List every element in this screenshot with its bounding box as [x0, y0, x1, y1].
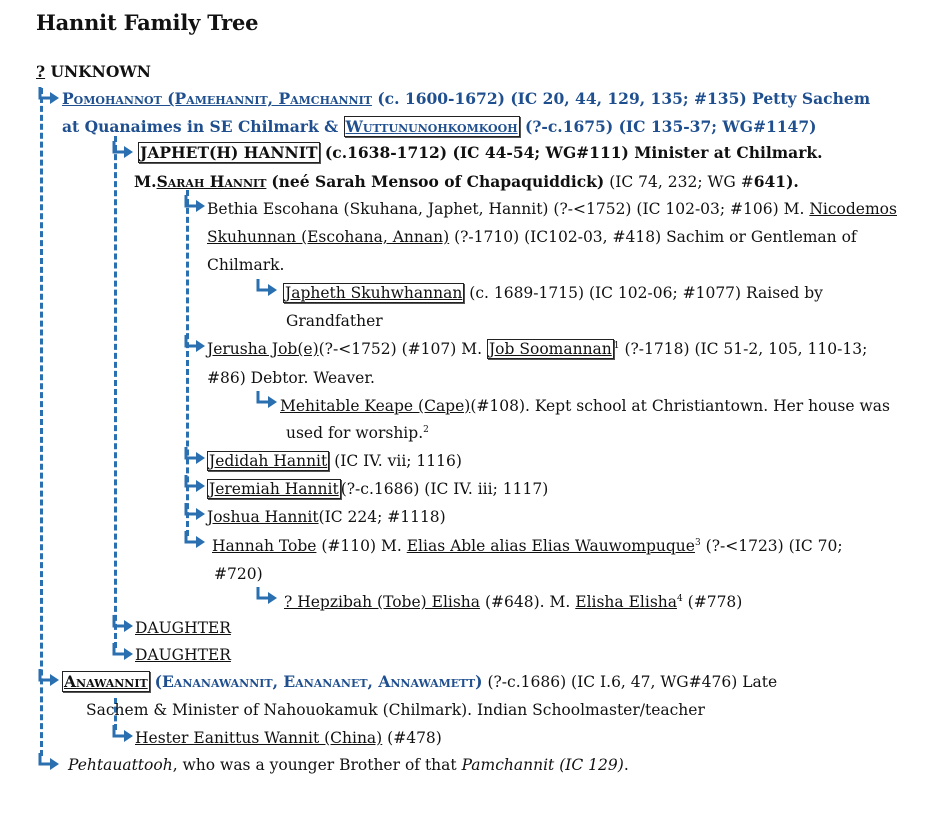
japheth-skuhwhannan-line2: Grandfather — [286, 312, 383, 330]
sarah-hannit-link[interactable]: Sarah Hannit — [156, 172, 267, 191]
footnote-4[interactable]: 4 — [677, 593, 683, 604]
footnote-3[interactable]: 3 — [694, 537, 701, 548]
joshua-link[interactable]: Joshua Hannit — [207, 508, 319, 526]
arrow-icon — [112, 724, 134, 742]
page-title: Hannit Family Tree — [36, 10, 259, 35]
hepzibah-link[interactable]: ? Hepzibah (Tobe) Elisha — [284, 593, 481, 611]
bethia-entry: Bethia Escohana (Skuhana, Japhet, Hannit) (?-<1752) (IC 102-03; #106) M. Nicodemos — [207, 200, 897, 218]
hannah-tobe-link[interactable]: Hannah Tobe — [212, 537, 317, 555]
anawannit-entry: Anawannit (Eananawannit, Eanananet, Annawamett) (?-c.1686) (IC I.6, 47, WG#476) Late — [64, 672, 778, 691]
arrow-icon — [256, 278, 278, 296]
arrow-icon — [38, 668, 60, 686]
japhet-entry: JAPHET(H) HANNIT (c.1638-1712) (IC 44-54; WG#111) Minister at Chilmark. — [140, 143, 823, 162]
connector-level2 — [114, 136, 117, 648]
footnote-2[interactable]: 2 — [423, 424, 429, 435]
root-entry — [36, 62, 151, 82]
arrow-icon — [184, 446, 206, 464]
root-marker-link[interactable]: ? — [36, 62, 46, 81]
pamchannit-ref: Pamchannit (IC 129) — [461, 756, 624, 774]
jerusha-line2: #86) Debtor. Weaver. — [207, 369, 375, 387]
elias-able-link[interactable]: Elias Able alias Elias Wauwompuque — [406, 537, 695, 555]
bethia-line2: Skuhunnan (Escohana, Annan) (?-1710) (IC102-03, #418) Sachim or Gentleman of — [207, 228, 857, 246]
hannah-entry: Hannah Tobe (#110) M. Elias Able alias Elias Wauwompuque$^3$ (?-<1723) (IC 70; — [212, 537, 843, 555]
hannah-line2: #720) — [214, 565, 263, 583]
daughter-entry-2 — [135, 645, 231, 665]
connector-level1 — [40, 88, 43, 756]
anawannit-link[interactable]: Anawannit — [64, 672, 148, 691]
arrow-icon — [256, 390, 278, 408]
daughter-entry-1 — [135, 618, 231, 638]
daughter-link[interactable]: DAUGHTER — [135, 619, 231, 637]
arrow-icon — [184, 334, 206, 352]
mehitable-link[interactable]: Mehitable Keape (Cape) — [280, 397, 471, 415]
jedidah-link[interactable]: Jedidah Hannit — [209, 452, 328, 470]
arrow-icon — [184, 530, 206, 548]
japheth-skuhwhannan-entry: Japheth Skuhwhannan (c. 1689-1715) (IC 102-06; #1077) Raised by — [285, 284, 823, 302]
japhet-spouse-line: M.Sarah Hannit (neé Sarah Mensoo of Chapaquiddick) (IC 74, 232; WG #641). — [134, 172, 799, 191]
pomohannot-line2: at Quanaimes in SE Chilmark & Wuttununohkomkooh (?-c.1675) (IC 135-37; WG#1147) — [62, 117, 817, 136]
jeremiah-entry: Jeremiah Hannit (?-c.1686) (IC IV. iii; 1117) — [209, 480, 549, 498]
jerusha-link[interactable]: Jerusha Job(e) — [207, 340, 319, 358]
pomohannot-link[interactable]: Pomohannot (Pamehannit, Pamchannit — [62, 89, 372, 108]
pehtauattooh-name: Pehtauattooh — [68, 756, 173, 774]
pehtauattooh-entry: Pehtauattooh, who was a younger Brother of that Pamchannit (IC 129). — [68, 756, 629, 774]
daughter-link[interactable]: DAUGHTER — [135, 646, 231, 664]
jeremiah-link[interactable]: Jeremiah Hannit — [209, 480, 339, 498]
mehitable-line2: used for worship.$^2$ — [286, 424, 429, 442]
arrow-icon — [112, 642, 134, 660]
anawannit-aliases: (Eananawannit, Eanananet, Annawamett) — [154, 672, 483, 691]
japheth-skuhwhannan-link[interactable]: Japheth Skuhwhannan — [285, 284, 463, 302]
japhet-link[interactable]: JAPHET(H) HANNIT — [140, 143, 318, 162]
elisha-elisha-link[interactable]: Elisha Elisha — [575, 593, 677, 611]
wuttununohkomkooh-link[interactable]: Wuttununohkomkooh — [345, 117, 518, 136]
nicodemos-link[interactable]: Nicodemos — [809, 200, 897, 218]
skuhunnan-link[interactable]: Skuhunnan (Escohana, Annan) — [207, 228, 450, 246]
jedidah-entry: Jedidah Hannit (IC IV. vii; 1116) — [209, 452, 462, 470]
bethia-line3: Chilmark. — [207, 256, 285, 274]
arrow-icon — [184, 502, 206, 520]
root-label: UNKNOWN — [50, 62, 151, 81]
anawannit-line2: Sachem & Minister of Nahouokamuk (Chilmark). Indian Schoolmaster/teacher — [86, 701, 705, 719]
arrow-icon — [256, 586, 278, 604]
footnote-1[interactable]: 1 — [613, 340, 620, 351]
arrow-icon — [38, 86, 60, 104]
hester-entry: Hester Eanittus Wannit (China) (#478) — [135, 729, 442, 747]
pomohannot-entry — [62, 89, 870, 109]
mehitable-entry: Mehitable Keape (Cape)(#108). Kept school at Christiantown. Her house was — [280, 397, 890, 415]
hester-link[interactable]: Hester Eanittus Wannit (China) — [135, 729, 383, 747]
job-soomannan-link[interactable]: Job Soomannan — [488, 340, 612, 358]
arrow-icon — [112, 614, 134, 632]
arrow-icon — [38, 752, 60, 770]
arrow-icon — [184, 474, 206, 492]
arrow-icon — [112, 140, 134, 158]
jerusha-entry: Jerusha Job(e)(?-<1752) (#107) M. Job Soomannan $^1$ (?-1718) (IC 51-2, 105, 110-13; — [207, 340, 868, 358]
hepzibah-entry: ? Hepzibah (Tobe) Elisha (#648). M. Elisha Elisha$^4$ (#778) — [284, 593, 743, 611]
joshua-entry: Joshua Hannit(IC 224; #1118) — [207, 508, 446, 526]
arrow-icon — [184, 194, 206, 212]
pomohannot-dates: (c. 1600-1672) (IC 20, 44, 129, 135; #135) Petty Sachem — [377, 89, 871, 108]
